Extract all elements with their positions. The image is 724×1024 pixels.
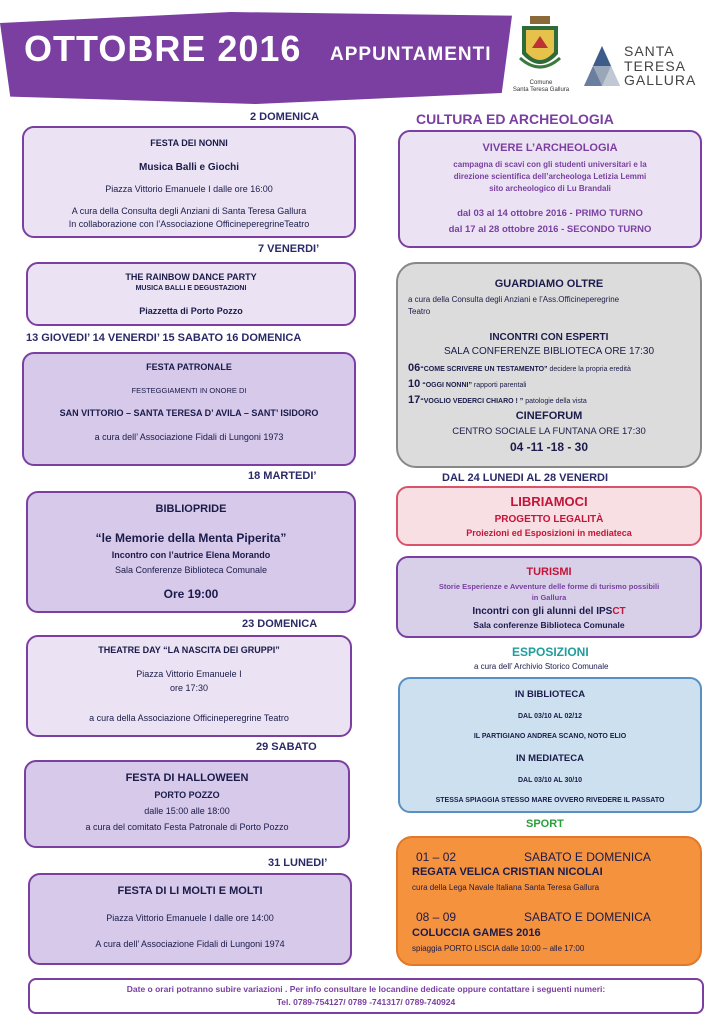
footer-contact: Date o orari potranno subire variazioni . Per info consultare le locandine dedicate oppure contattare i seguenti numeri: Tel. 0789-754127/ 0789 -741317/ 0789-740924 bbox=[28, 978, 704, 1014]
event-libriamoci: LIBRIAMOCI PROGETTO LEGALITÀ Proiezioni ed Esposizioni in mediateca bbox=[396, 486, 702, 546]
date-heading: 18 MARTEDI’ bbox=[248, 470, 317, 482]
event-vivere-archeologia: VIVERE L’ARCHEOLOGIA campagna di scavi con gli studenti universitari e la direzione scientifica dell’archeologa Letizia Lemmi sito archeologico di Lu Brandali dal 03 al 14 ottobre 2016 - PRIMO TURNO dal 17 al 28 ottobre 2016 - SECONDO TURNO bbox=[398, 130, 702, 248]
event-festa-nonni: FESTA DEI NONNI Musica Balli e Giochi Piazza Vittorio Emanuele I dalle ore 16:00 A cura della Consulta degli Anziani di Santa Teresa Gallura In collaborazione con l’Associazione OfficineperegrineTeatro bbox=[22, 126, 356, 238]
event-theatre-day: THEATRE DAY “LA NASCITA DEI GRUPPI” Piazza Vittorio Emanuele I ore 17:30 a cura della Associazione Officineperegrine Teatro bbox=[26, 635, 352, 737]
event-esposizioni: IN BIBLIOTECA DAL 03/10 AL 02/12 IL PARTIGIANO ANDREA SCANO, NOTO ELIO IN MEDIATECA DAL 03/10 AL 30/10 STESSA SPIAGGIA STESSO MARE OVVERO RIVEDERE IL PASSATO bbox=[398, 677, 702, 813]
event-li-molti: FESTA DI LI MOLTI E MOLTI Piazza Vittorio Emanuele I dalle ore 14:00 A cura dell’ Associazione Fidali di Lungoni 1974 bbox=[28, 873, 352, 965]
crest-caption: Comune Santa Teresa Gallura bbox=[512, 80, 570, 94]
date-heading: 2 DOMENICA bbox=[250, 111, 320, 123]
date-heading: 29 SABATO bbox=[256, 741, 317, 753]
section-heading: ESPOSIZIONI bbox=[512, 645, 589, 659]
event-halloween: FESTA DI HALLOWEEN PORTO POZZO dalle 15:00 alle 18:00 a cura del comitato Festa Patronale di Porto Pozzo bbox=[24, 760, 350, 848]
event-bibliopride: BIBLIOPRIDE “le Memorie della Menta Piperita” Incontro con l’autrice Elena Morando Sala Conferenze Biblioteca Comunale Ore 19:00 bbox=[26, 491, 356, 613]
brand-logo-icon bbox=[582, 44, 622, 88]
municipal-crest-icon bbox=[516, 14, 564, 78]
date-heading: DAL 24 LUNEDI AL 28 VENERDI bbox=[442, 472, 609, 484]
event-guardiamo-oltre: GUARDIAMO OLTRE a cura della Consulta degli Anziani e l’Ass.Officineperegrine Teatro INCONTRI CON ESPERTI SALA CONFERENZE BIBLIOTECA ORE 17:30 06“COME SCRIVERE UN TESTAMENTO” decidere la propria eredità 10 “OGGI NONNI” rapporti parentali 17“VOGLIO VEDERCI CHIARO ! ” patologie della vista CINEFORUM CENTRO SOCIALE LA FUNTANA ORE 17:30 04 -11 -18 - 30 bbox=[396, 262, 702, 468]
date-heading: 13 GIOVEDI’ 14 VENERDI’ 15 SABATO 16 DOMENICA bbox=[26, 332, 302, 344]
event-turismi: TURISMI Storie Esperienze e Avventure delle forme di turismo possibili in Gallura Incontri con gli alunni del IPSCT Sala conferenze Biblioteca Comunale bbox=[396, 556, 702, 638]
date-heading: 31 LUNEDI’ bbox=[268, 857, 328, 869]
page-subtitle: APPUNTAMENTI bbox=[330, 44, 492, 65]
section-heading: CULTURA ED ARCHEOLOGIA bbox=[416, 111, 614, 127]
date-heading: 7 VENERDI’ bbox=[258, 243, 320, 255]
brand-name: SANTA TERESA GALLURA bbox=[624, 43, 697, 89]
date-heading: 23 DOMENICA bbox=[242, 618, 318, 630]
event-sport: 01 – 02 SABATO E DOMENICA REGATA VELICA CRISTIAN NICOLAI cura della Lega Navale Italiana Santa Teresa Gallura 08 – 09 SABATO E DOMENICA COLUCCIA GAMES 2016 spiaggia PORTO LISCIA dalle 10:00 – alle 17:00 bbox=[396, 836, 702, 966]
event-festa-patronale: FESTA PATRONALE FESTEGGIAMENTI IN ONORE DI SAN VITTORIO – SANTA TERESA D’ AVILA – SANT’ ISIDORO a cura dell’ Associazione Fidali di Lungoni 1973 bbox=[22, 352, 356, 466]
exhibit-organizer: a cura dell’ Archivio Storico Comunale bbox=[474, 662, 609, 671]
page-title: OTTOBRE 2016 bbox=[24, 28, 302, 69]
event-rainbow-party: THE RAINBOW DANCE PARTY MUSICA BALLI E DEGUSTAZIONI Piazzetta di Porto Pozzo bbox=[26, 262, 356, 326]
section-heading: SPORT bbox=[526, 818, 564, 830]
